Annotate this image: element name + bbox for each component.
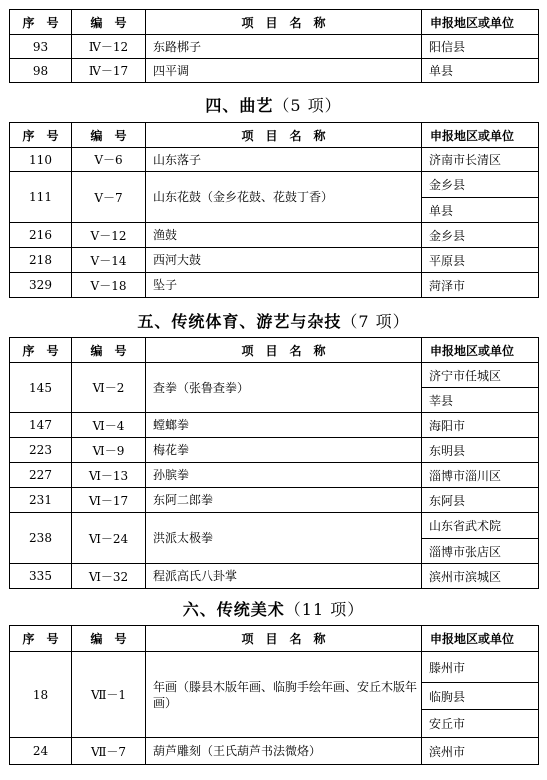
header-seq: 序 号 [10, 626, 72, 652]
cell-code: Ⅶ－1 [72, 652, 146, 738]
cell-seq: 145 [10, 363, 72, 413]
cell-code: Ⅴ－14 [72, 248, 146, 273]
header-unit: 申报地区或单位 [422, 338, 539, 363]
section-title [0, 597, 547, 620]
cell-unit: 山东省武术院 [422, 513, 539, 539]
cell-seq: 98 [10, 59, 72, 83]
project-table [9, 9, 539, 83]
cell-unit: 淄博市张店区 [422, 539, 539, 564]
cell-code: Ⅵ－24 [72, 513, 146, 564]
header-code: 编 号 [72, 626, 146, 652]
cell-seq: 24 [10, 738, 72, 765]
cell-unit: 济南市长清区 [422, 148, 539, 172]
header-unit: 申报地区或单位 [422, 10, 539, 35]
header-code: 编 号 [72, 338, 146, 363]
project-table [9, 337, 539, 589]
cell-seq: 216 [10, 223, 72, 248]
cell-name: 西河大鼓 [146, 248, 422, 273]
cell-seq: 231 [10, 488, 72, 513]
cell-unit: 菏泽市 [422, 273, 539, 298]
cell-unit: 阳信县 [422, 35, 539, 59]
table-row [10, 652, 539, 683]
cell-name: 梅花拳 [146, 438, 422, 463]
cell-unit: 安丘市 [422, 710, 539, 738]
cell-unit: 平原县 [422, 248, 539, 273]
cell-seq: 111 [10, 172, 72, 223]
cell-code: Ⅴ－12 [72, 223, 146, 248]
section-item-count: （11 项） [284, 600, 365, 619]
table-row [10, 223, 539, 248]
table-row [10, 148, 539, 172]
cell-name: 渔鼓 [146, 223, 422, 248]
cell-name: 查拳（张鲁查拳） [146, 363, 422, 413]
header-unit: 申报地区或单位 [422, 123, 539, 148]
cell-name: 山东花鼓（金乡花鼓、花鼓丁香） [146, 172, 422, 223]
cell-code: Ⅵ－9 [72, 438, 146, 463]
project-table [9, 122, 539, 298]
cell-code: Ⅵ－2 [72, 363, 146, 413]
cell-code: Ⅵ－13 [72, 463, 146, 488]
cell-unit: 淄博市淄川区 [422, 463, 539, 488]
table-row [10, 438, 539, 463]
cell-code: Ⅳ－17 [72, 59, 146, 83]
cell-unit: 金乡县 [422, 172, 539, 198]
table-row [10, 463, 539, 488]
cell-seq: 227 [10, 463, 72, 488]
cell-seq: 218 [10, 248, 72, 273]
header-name: 项 目 名 称 [146, 338, 422, 363]
cell-name: 四平调 [146, 59, 422, 83]
cell-unit: 滨州市 [422, 738, 539, 765]
project-table [9, 625, 539, 765]
table-row [10, 488, 539, 513]
table-row [10, 738, 539, 765]
cell-name: 葫芦雕刻（王氏葫芦书法微烙） [146, 738, 422, 765]
table-row [10, 513, 539, 539]
cell-seq: 110 [10, 148, 72, 172]
cell-code: Ⅴ－7 [72, 172, 146, 223]
cell-name: 东阿二郎拳 [146, 488, 422, 513]
cell-name: 山东落子 [146, 148, 422, 172]
table-row [10, 564, 539, 589]
table-header-row [10, 338, 539, 363]
cell-unit: 海阳市 [422, 413, 539, 438]
header-seq: 序 号 [10, 338, 72, 363]
header-seq: 序 号 [10, 123, 72, 148]
section-title [0, 93, 547, 116]
cell-seq: 223 [10, 438, 72, 463]
cell-unit: 金乡县 [422, 223, 539, 248]
cell-seq: 329 [10, 273, 72, 298]
cell-seq: 18 [10, 652, 72, 738]
cell-code: Ⅵ－17 [72, 488, 146, 513]
header-code: 编 号 [72, 10, 146, 35]
table-row [10, 172, 539, 198]
cell-unit: 东阿县 [422, 488, 539, 513]
cell-name: 程派高氏八卦掌 [146, 564, 422, 589]
cell-name: 洪派太极拳 [146, 513, 422, 564]
header-code: 编 号 [72, 123, 146, 148]
cell-unit: 东明县 [422, 438, 539, 463]
cell-unit: 莘县 [422, 388, 539, 413]
cell-code: Ⅴ－6 [72, 148, 146, 172]
section-title-text: 六、传统美术 [182, 600, 285, 619]
cell-name: 东路梆子 [146, 35, 422, 59]
section-title-text: 四、曲艺 [205, 96, 274, 115]
cell-seq: 93 [10, 35, 72, 59]
header-name: 项 目 名 称 [146, 10, 422, 35]
cell-unit: 单县 [422, 198, 539, 223]
section-item-count: （7 项） [341, 312, 410, 331]
section-title [0, 309, 547, 332]
table-row [10, 59, 539, 83]
cell-seq: 335 [10, 564, 72, 589]
header-seq: 序 号 [10, 10, 72, 35]
cell-unit: 滨州市滨城区 [422, 564, 539, 589]
cell-name: 孙膑拳 [146, 463, 422, 488]
table-header-row [10, 626, 539, 652]
cell-name: 坠子 [146, 273, 422, 298]
header-name: 项 目 名 称 [146, 123, 422, 148]
cell-code: Ⅴ－18 [72, 273, 146, 298]
section-title-text: 五、传统体育、游艺与杂技 [137, 312, 342, 331]
table-header-row [10, 10, 539, 35]
table-row [10, 273, 539, 298]
table-row [10, 363, 539, 388]
cell-unit: 济宁市任城区 [422, 363, 539, 388]
cell-name: 年画（滕县木版年画、临朐手绘年画、安丘木版年画） [146, 652, 422, 738]
header-unit: 申报地区或单位 [422, 626, 539, 652]
table-row [10, 248, 539, 273]
cell-name: 螳螂拳 [146, 413, 422, 438]
cell-code: Ⅵ－4 [72, 413, 146, 438]
cell-seq: 147 [10, 413, 72, 438]
cell-code: Ⅳ－12 [72, 35, 146, 59]
cell-unit: 单县 [422, 59, 539, 83]
cell-unit: 滕州市 [422, 652, 539, 683]
cell-code: Ⅶ－7 [72, 738, 146, 765]
table-row [10, 35, 539, 59]
table-header-row [10, 123, 539, 148]
cell-unit: 临朐县 [422, 683, 539, 710]
table-row [10, 413, 539, 438]
header-name: 项 目 名 称 [146, 626, 422, 652]
section-item-count: （5 项） [273, 96, 342, 115]
cell-code: Ⅵ－32 [72, 564, 146, 589]
cell-seq: 238 [10, 513, 72, 564]
